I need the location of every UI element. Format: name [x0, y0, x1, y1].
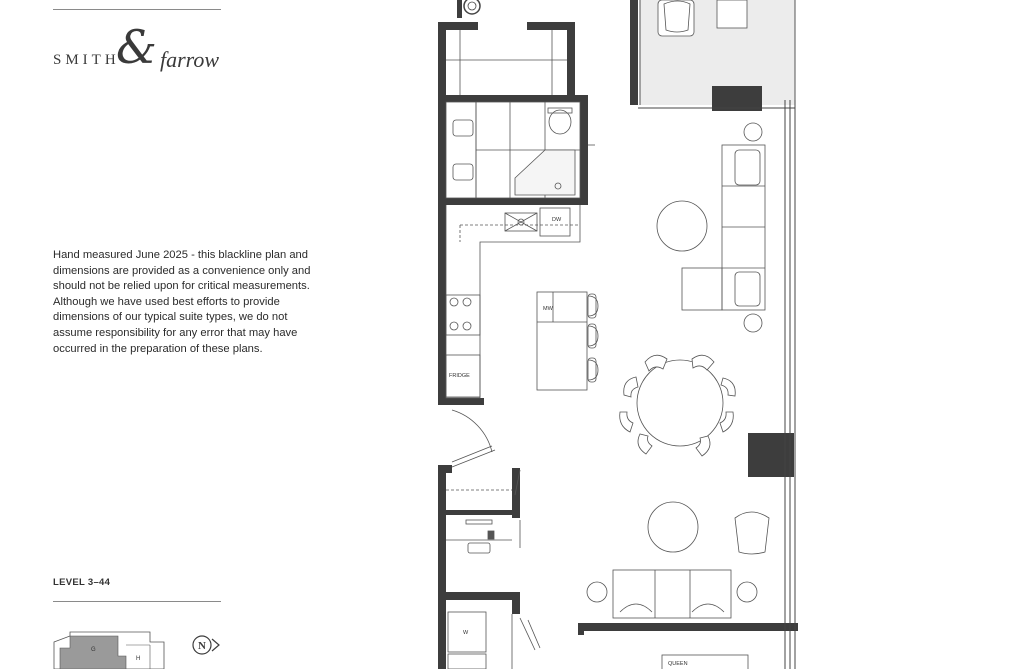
column — [712, 86, 762, 111]
coffee-table — [657, 201, 707, 251]
key-plan-g-label: G — [91, 647, 96, 653]
column — [748, 433, 794, 477]
side-table — [744, 314, 762, 332]
logo-ampersand: & — [116, 20, 157, 74]
kitchen — [446, 205, 587, 398]
north-arrow-icon — [193, 636, 219, 654]
bar-stools — [588, 294, 598, 382]
bed-label: QUEEN — [668, 661, 688, 667]
entry-door — [452, 410, 495, 467]
fridge-label: FRIDGE — [449, 373, 470, 379]
north-label: N — [198, 640, 206, 652]
round-table — [648, 502, 698, 552]
washer-label: W — [463, 630, 469, 636]
dw-label: DW — [552, 217, 562, 223]
disclaimer-text: Hand measured June 2025 - this blackline plan and dimensions are provided as a convenience only and should not be relied upon for critical measurements. Although we have used best efforts to provide dimensions of our typical suite types, we do not assume responsibility for any error that may have occurred in the preparation of these plans. — [53, 249, 311, 355]
walls — [438, 0, 798, 669]
side-table — [587, 582, 607, 602]
shower — [515, 150, 575, 195]
side-table — [737, 582, 757, 602]
key-plan-h-label: H — [136, 656, 141, 662]
lounge-chair — [735, 512, 769, 554]
side-table — [744, 123, 762, 141]
level-label: LEVEL 3–44 — [53, 577, 111, 588]
sofa-2 — [613, 570, 731, 618]
logo-farrow-text: farrow — [160, 47, 220, 72]
toilet — [549, 110, 571, 134]
sofa — [682, 145, 765, 310]
key-plan — [54, 632, 164, 669]
laundry — [448, 612, 540, 669]
logo-smith-text: SMITH — [53, 52, 120, 68]
bathroom — [446, 102, 595, 198]
sink — [453, 164, 473, 180]
dining-set — [620, 355, 736, 456]
sink — [453, 120, 473, 136]
mw-label: MW — [543, 306, 553, 312]
window-wall — [638, 100, 795, 669]
